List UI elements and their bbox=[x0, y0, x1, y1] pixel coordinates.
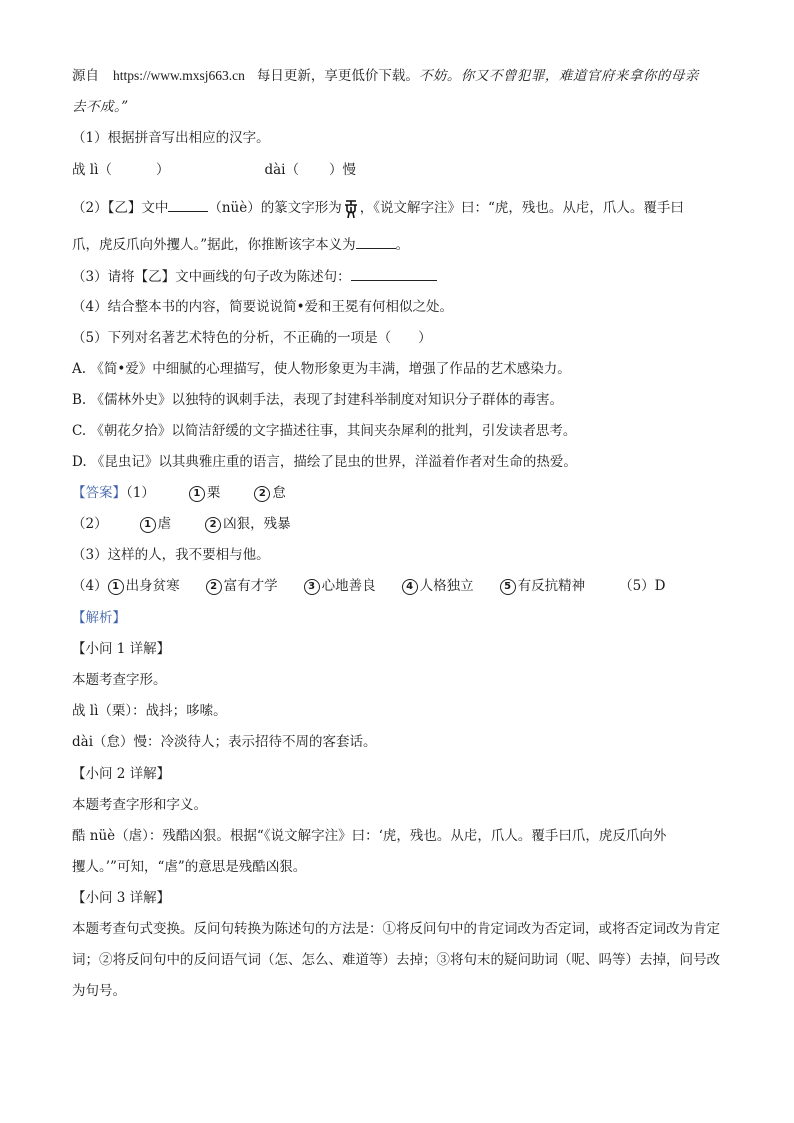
analysis-sub1-line2: 战 lì（栗）：战抖；哆嗦。 bbox=[72, 703, 227, 719]
q1-item1-prefix: 战 lì（ bbox=[72, 162, 112, 178]
quote-text-2: 去不成。” bbox=[72, 99, 129, 115]
q2-part-b: （nüè）的篆文字形为 bbox=[208, 200, 342, 216]
answer-1-item-1: 栗 bbox=[206, 485, 221, 501]
answer-line-2 bbox=[72, 514, 732, 534]
answer-4-item-3: 心地善良 bbox=[321, 578, 376, 594]
q5-text: （5）下列对名著艺术特色的分析，不正确的一项是（ ） bbox=[72, 330, 432, 346]
answer-4-item-1: 出身贫寒 bbox=[125, 578, 180, 594]
circle-5-icon: 5 bbox=[500, 579, 516, 595]
analysis-sub2-line3: 攫人。’”可知，“虐”的意思是残酷凶狠。 bbox=[72, 859, 307, 875]
circle-1-icon: 1 bbox=[140, 517, 156, 533]
q1-items bbox=[72, 160, 732, 180]
q5-option-a: A. 《简•爱》中细腻的心理描写，使人物形象更为丰满，增强了作品的艺术感染力。 bbox=[72, 361, 571, 377]
answer-2-item-2: 凶狠，残暴 bbox=[223, 516, 291, 532]
answer-4-num: （4） bbox=[72, 578, 108, 594]
q5-option-c: C. 《朝花夕拾》以简洁舒缓的文字描述往事，其间夹杂犀利的批判，引发读者思考。 bbox=[72, 423, 577, 439]
quote-text-1: 不妨。你又不曾犯罪，难道官府来拿你的母亲 bbox=[418, 68, 699, 84]
circle-1-icon: 1 bbox=[189, 486, 205, 502]
answer-4-item-2: 富有才学 bbox=[223, 578, 278, 594]
circle-3-icon: 3 bbox=[304, 579, 320, 595]
source-line bbox=[72, 66, 732, 86]
source-url[interactable]: https://www.mxsj663.cn bbox=[113, 68, 245, 83]
answer-line-1 bbox=[72, 483, 732, 503]
analysis-sub3-title: 【小问 3 详解】 bbox=[72, 890, 171, 906]
circle-2-icon: 2 bbox=[205, 517, 221, 533]
answer-label: 【答案】 bbox=[72, 485, 126, 501]
analysis-sub3-text: 本题考查句式变换。反问句转换为陈述句的方法是：①将反问句中的肯定词改为否定词，或将否定词改为肯定词；②将反问句中的反问语气词（怎、怎么、难道等）去掉；③将句末的疑问助词（呢、吗等）去掉，问号改为句号。 bbox=[72, 921, 720, 999]
q2-line-1 bbox=[72, 197, 732, 219]
q2-blank-1[interactable] bbox=[168, 197, 208, 212]
q1-item1-suffix: ） bbox=[155, 162, 170, 178]
q3-line bbox=[72, 266, 732, 287]
answer-5: （5）D bbox=[619, 578, 666, 594]
analysis-sub2-line2: 酷 nüè（虐）：残酷凶狠。根据“《说文解字注》曰：‘虎，残也。从虍，爪人。覆手曰爪，虎反爪向外 bbox=[72, 828, 667, 844]
answer-2-item-1: 虐 bbox=[157, 516, 172, 532]
analysis-label: 【解析】 bbox=[72, 610, 126, 626]
circle-1-icon: 1 bbox=[108, 579, 124, 595]
analysis-sub1-title: 【小问 1 详解】 bbox=[72, 641, 171, 657]
q2-line2-b: 。 bbox=[395, 237, 410, 253]
analysis-sub2-title: 【小问 2 详解】 bbox=[72, 766, 171, 782]
q1-item2-prefix: dài（ bbox=[264, 162, 299, 178]
quote-line-2 bbox=[72, 97, 732, 117]
q2-line2-a: 爪，虎反爪向外攫人。”据此，你推断该字本义为 bbox=[72, 237, 356, 253]
analysis-sub1-line1: 本题考查字形。 bbox=[72, 672, 167, 688]
seal-script-glyph bbox=[343, 199, 359, 219]
answer-1-item-2: 怠 bbox=[272, 485, 286, 501]
q5-option-b: B. 《儒林外史》以独特的讽刺手法，表现了封建科举制度对知识分子群体的毒害。 bbox=[72, 392, 564, 408]
q2-part-a: （2）【乙】文中 bbox=[72, 200, 169, 216]
answer-4-item-4: 人格独立 bbox=[419, 578, 474, 594]
q3-blank[interactable] bbox=[351, 266, 437, 281]
source-tail: 每日更新，享更低价下载。 bbox=[256, 68, 419, 84]
analysis-sub1-line3: dài（怠）慢：冷淡待人；表示招待不周的客套话。 bbox=[72, 734, 377, 750]
answer-3: （3）这样的人，我不要相与他。 bbox=[72, 547, 270, 563]
source-prefix: 源自 bbox=[72, 68, 99, 84]
q5-option-d: D. 《昆虫记》以其典雅庄重的语言，描绘了昆虫的世界，洋溢着作者对生命的热爱。 bbox=[72, 454, 577, 470]
q2-part-c: ，《说文解字注》曰：“虎，残也。从虍，爪人。覆手曰 bbox=[359, 200, 684, 216]
q3-text: （3）请将【乙】文中画线的句子改为陈述句： bbox=[72, 269, 351, 285]
answer-2-num: （2） bbox=[72, 516, 108, 532]
q4-text: （4）结合整本书的内容，简要说说简•爱和王冕有何相似之处。 bbox=[72, 299, 454, 315]
circle-4-icon: 4 bbox=[402, 579, 418, 595]
q1-prompt: （1）根据拼音写出相应的汉字。 bbox=[72, 130, 270, 146]
q2-blank-2[interactable] bbox=[356, 234, 396, 249]
q1-item2-suffix: ）慢 bbox=[328, 162, 356, 178]
answer-1-num: （1） bbox=[126, 485, 155, 501]
answer-line-4 bbox=[72, 576, 732, 596]
circle-2-icon: 2 bbox=[206, 579, 222, 595]
analysis-sub2-line1: 本题考查字形和字义。 bbox=[72, 797, 207, 813]
answer-4-item-5: 有反抗精神 bbox=[517, 578, 586, 594]
circle-2-icon: 2 bbox=[254, 486, 270, 502]
q2-line-2 bbox=[72, 234, 732, 255]
